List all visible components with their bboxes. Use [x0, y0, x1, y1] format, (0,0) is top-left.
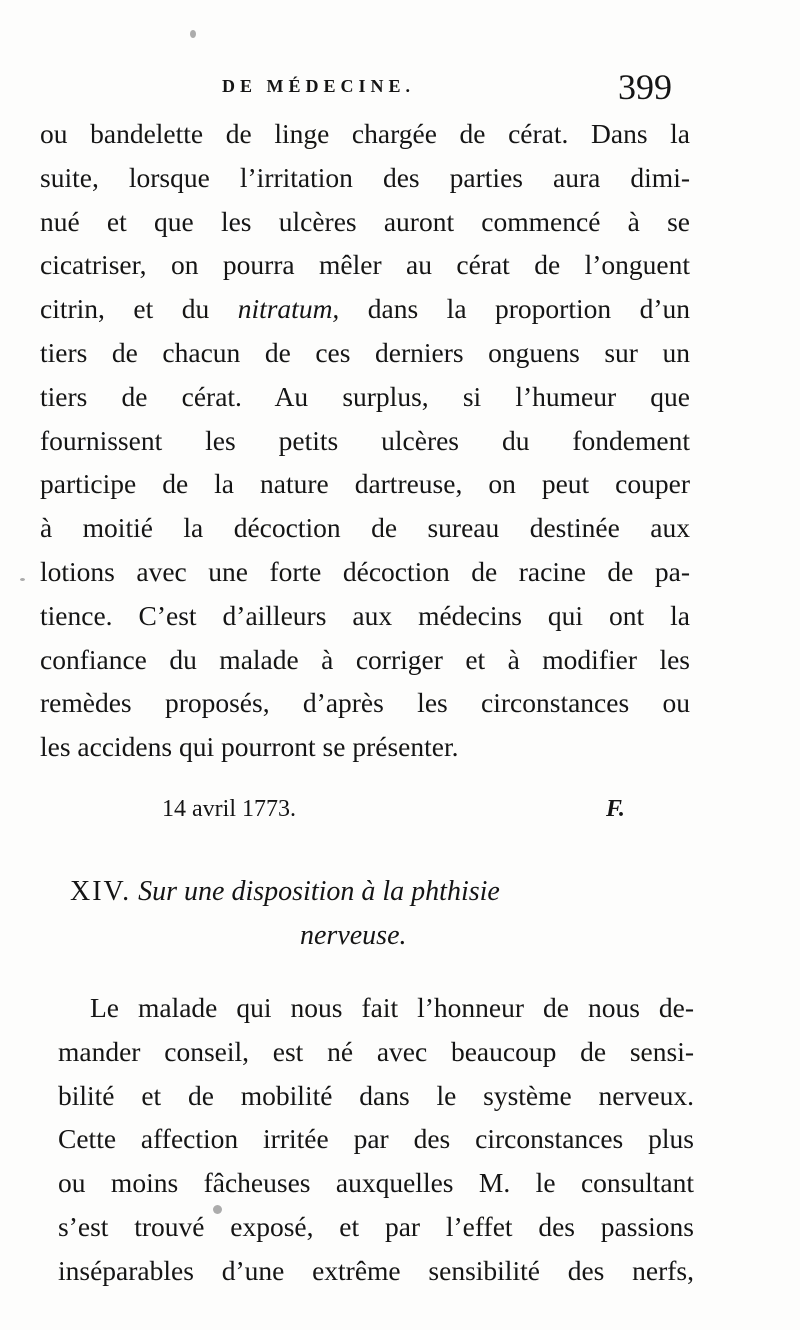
text-line: ou bandelette de linge chargée de cérat. Dans la — [40, 118, 690, 149]
text-line: les accidens qui pourront se présenter. — [40, 731, 459, 763]
page-number: 399 — [618, 67, 672, 107]
running-title: DE MÉDECINE. — [222, 76, 416, 96]
text-line: ou moins fâcheuses auxquelles M. le consultant — [58, 1167, 694, 1199]
text-line: inséparables d’une extrême sensibilité des nerfs, — [58, 1254, 694, 1286]
paragraph-1 — [40, 112, 690, 769]
text-line — [40, 287, 690, 331]
text-line: tiers de cérat. Au surplus, si l’humeur que — [40, 380, 690, 412]
italic-term: nitratum, — [237, 293, 340, 325]
letter-date: 14 avril 1773. — [162, 796, 296, 822]
text-line: à moitié la décoction de sureau destinée aux — [40, 512, 690, 544]
section-title-continued: nerveuse. — [300, 920, 407, 951]
signoff — [0, 796, 800, 836]
text-line: Cette affection irritée par des circonstances plus — [58, 1123, 694, 1155]
ink-speck — [190, 30, 196, 38]
section-numeral: XIV. — [70, 876, 132, 907]
section-heading-line-1 — [70, 876, 500, 908]
ink-speck — [20, 578, 25, 581]
text-line: tience. C’est d’ailleurs aux médecins qui ont la — [40, 599, 690, 631]
text-segment: citrin, et du — [40, 293, 210, 325]
text-line: remèdes proposés, d’après les circonstances ou — [40, 687, 690, 719]
section-title: Sur une disposition à la phthisie — [138, 876, 500, 907]
text-line: Le malade qui nous fait l’honneur de nous de- — [90, 992, 694, 1023]
text-line: cicatriser, on pourra mêler au cérat de l’onguent — [40, 249, 690, 281]
text-line: s’est trouvé exposé, et par l’effet des passions — [58, 1210, 694, 1242]
running-head — [0, 67, 800, 110]
text-segment: dans la proportion d’un — [367, 293, 690, 325]
text-line: fournissent les petits ulcères du fondement — [40, 424, 690, 456]
text-line: confiance du malade à corriger et à modifier les — [40, 643, 690, 675]
author-initial: F. — [606, 796, 625, 822]
text-line: tiers de chacun de ces derniers onguens sur un — [40, 336, 690, 368]
text-line: mander conseil, est né avec beaucoup de sensi- — [58, 1035, 694, 1067]
text-line: nué et que les ulcères auront commencé à se — [40, 205, 690, 237]
text-line: participe de la nature dartreuse, on peut couper — [40, 468, 690, 500]
paragraph-2 — [58, 986, 694, 1293]
text-line: bilité et de mobilité dans le système nerveux. — [58, 1079, 694, 1111]
text-line: suite, lorsque l’irritation des parties aura dimi- — [40, 161, 690, 193]
text-line: lotions avec une forte décoction de racine de pa- — [40, 555, 690, 587]
